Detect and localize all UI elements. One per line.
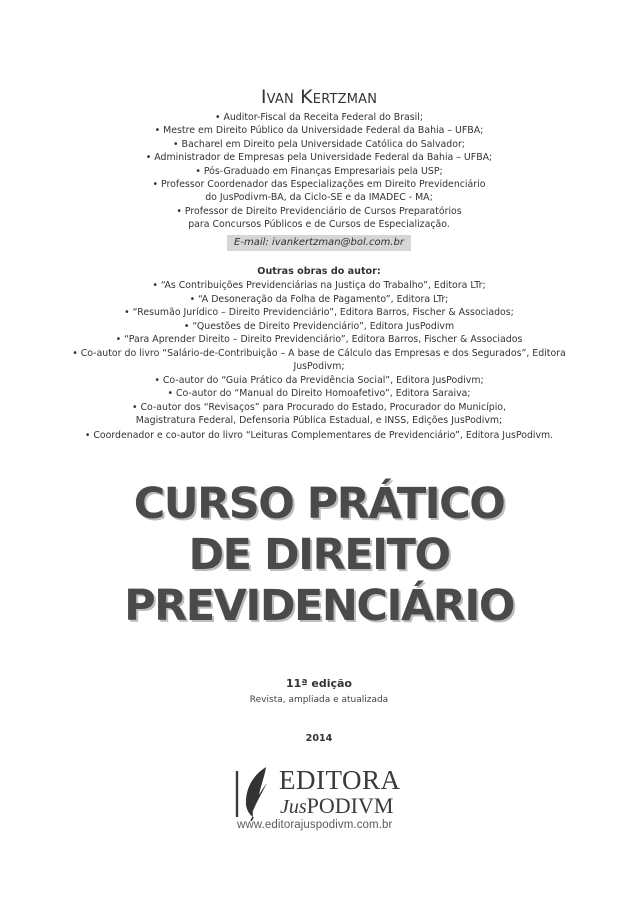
credential-item: • Pós-Graduado em Finanças Empresariais pela USP;: [195, 165, 443, 177]
author-email: E-mail: ivankertzman@bol.com.br: [227, 235, 411, 251]
publication-year: 2014: [305, 733, 333, 744]
work-item: • “Questões de Direito Previdenciário”, Editora JusPodivm: [183, 320, 455, 332]
credential-item: • Bacharel em Direito pela Universidade Católica do Salvador;: [173, 138, 465, 150]
book-title-line: DE DIREITO: [188, 530, 450, 580]
credential-item: do JusPodivm-BA, da Ciclo-SE e da IMADEC - MA;: [205, 192, 433, 204]
publisher-jus: Jus: [280, 796, 307, 818]
author-name: Ivan Kertzman: [260, 86, 378, 108]
other-works-list: [66, 279, 572, 442]
work-item: Magistratura Federal, Defensoria Pública Estadual, e INSS, Edições JusPodivm;: [135, 415, 503, 426]
quill-pen-icon: [233, 765, 275, 821]
other-works-heading: Outras obras do autor:: [257, 266, 381, 277]
work-item: • “A Desoneração da Folha de Pagamento”, Editora LTr;: [189, 293, 449, 305]
work-item: • Co-autor do “Manual do Direito Homoafetivo”, Editora Saraiva;: [167, 388, 471, 399]
work-item: JusPodivm;: [293, 361, 345, 372]
publisher-logo: [233, 765, 403, 835]
work-item: • Coordenador e co-autor do livro “Leituras Complementares de Previdenciário”, Editora JusPodivm.: [84, 429, 554, 441]
credential-item: • Auditor-Fiscal da Receita Federal do Brasil;: [214, 112, 424, 123]
author-credentials: [80, 111, 558, 232]
work-item: • “Resumão Jurídico – Direito Previdenciário”, Editora Barros, Fischer & Associados;: [124, 307, 514, 318]
work-item: • Co-autor dos “Revisaços” para Procurado do Estado, Procurador do Município,: [131, 401, 507, 413]
work-item: • Co-autor do “Guia Prático da Previdência Social”, Editora JusPodivm;: [154, 374, 484, 386]
publisher-podivm: PODIVM: [306, 793, 394, 818]
credential-item: • Professor de Direito Previdenciário de Cursos Preparatórios: [176, 205, 462, 217]
publisher-subname: [280, 793, 393, 820]
publisher-url: www.editorajuspodivm.com.br: [237, 819, 393, 831]
edition-label: 11ª edição: [286, 677, 352, 690]
credential-item: para Concursos Públicos e de Cursos de Especialização.: [188, 219, 450, 231]
book-title-line: CURSO PRÁTICO: [133, 479, 505, 529]
credential-item: • Mestre em Direito Público da Universidade Federal da Bahia – UFBA;: [154, 125, 484, 137]
work-item: • Co-autor do livro “Salário-de-Contribuição – A base de Cálculo das Empresas e dos Segurados”, Editora: [72, 347, 566, 359]
work-item: • “As Contribuições Previdenciárias na Justiça do Trabalho”, Editora LTr;: [152, 280, 486, 291]
publisher-name: EDITORA: [279, 765, 401, 795]
work-item: • “Para Aprender Direito – Direito Previdenciário”, Editora Barros, Fischer & Associados: [115, 334, 523, 345]
book-title-line: PREVIDENCIÁRIO: [124, 581, 514, 631]
credential-item: • Professor Coordenador das Especializações em Direito Previdenciário: [152, 179, 486, 191]
edition-note: Revista, ampliada e atualizada: [249, 695, 389, 705]
book-title: [0, 479, 638, 632]
credential-item: • Administrador de Empresas pela Universidade Federal da Bahia – UFBA;: [145, 152, 493, 164]
